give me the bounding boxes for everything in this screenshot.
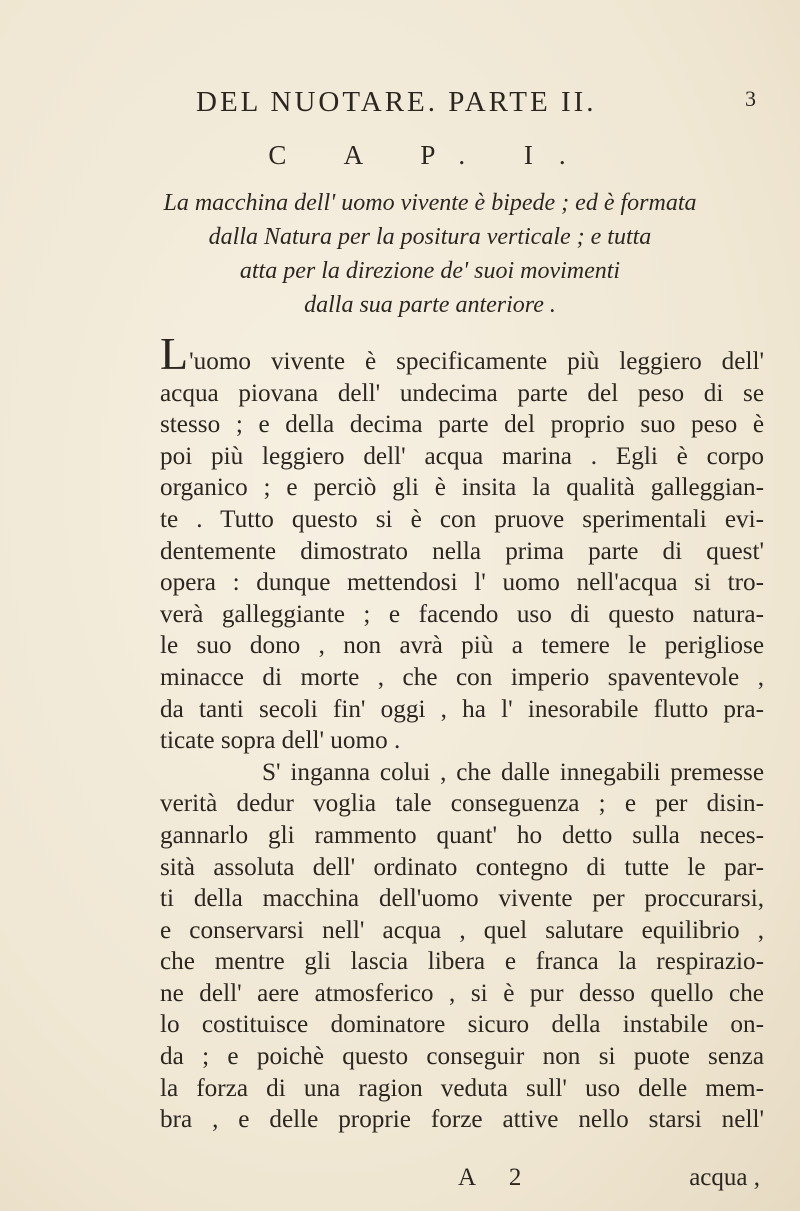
body-line-text: 'uomo vivente è specificamente più leggiero dell' bbox=[189, 348, 764, 375]
body-line: sità assoluta dell' ordinato contegno di tutte le par- bbox=[160, 853, 764, 881]
body-line: ticate sopra dell' uomo . bbox=[160, 727, 401, 755]
running-title: DEL NUOTARE. PARTE II. bbox=[196, 86, 597, 118]
body-line: poi più leggiero dell' acqua marina . Egli è corpo bbox=[160, 442, 764, 470]
body-line-paragraph-start: S' inganna colui , che dalle innegabili premesse bbox=[262, 758, 764, 786]
signature-mark: A 2 bbox=[458, 1164, 536, 1191]
body-line-first bbox=[160, 328, 764, 379]
body-line: ti della macchina dell'uomo vivente per proccurarsi, bbox=[160, 885, 764, 913]
body-line: ne dell' aere atmosferico , si è pur desso quello che bbox=[160, 979, 764, 1007]
body-line: dentemente dimostrato nella prima parte di quest' bbox=[160, 537, 764, 565]
body-line: acqua piovana dell' undecima parte del peso di se bbox=[160, 379, 764, 407]
body-line: e conservarsi nell' acqua , quel salutare equilibrio , bbox=[160, 916, 764, 944]
summary-line: dalla sua parte anteriore . bbox=[304, 292, 556, 318]
catchword: acqua , bbox=[689, 1164, 760, 1191]
page-number: 3 bbox=[745, 86, 756, 111]
body-line: bra , e delle proprie forze attive nello starsi nell' bbox=[160, 1106, 764, 1134]
body-line: lo costituisce dominatore sicuro della instabile on- bbox=[160, 1011, 764, 1039]
body-line: da ; e poichè questo conseguir non si puote senza bbox=[160, 1043, 764, 1071]
body-line: le suo dono , non avrà più a temere le perigliose bbox=[160, 632, 764, 660]
body-line: la forza di una ragion veduta sull' uso delle mem- bbox=[160, 1074, 764, 1102]
summary-line: La macchina dell' uomo vivente è bipede ; ed è formata bbox=[163, 190, 697, 216]
body-line: verà galleggiante ; e facendo uso di questo natura- bbox=[160, 600, 764, 628]
body-line: gannarlo gli rammento quant' ho detto sulla neces- bbox=[160, 821, 764, 849]
drop-cap: L bbox=[160, 328, 189, 379]
chapter-summary bbox=[150, 186, 710, 322]
body-line: da tanti secoli fin' oggi , ha l' inesorabile flutto pra- bbox=[160, 695, 764, 723]
body-line: minacce di morte , che con imperio spaventevole , bbox=[160, 663, 764, 691]
page-footer bbox=[160, 1164, 760, 1198]
summary-line: atta per la direzione de' suoi movimenti bbox=[239, 258, 621, 284]
body-line: organico ; e perciò gli è insita la qualità galleggian- bbox=[160, 474, 764, 502]
body-line: verità dedur voglia tale conseguenza ; e per disin- bbox=[160, 790, 764, 818]
body-line: opera : dunque mettendosi l' uomo nell'acqua si tro- bbox=[160, 569, 764, 597]
running-head bbox=[196, 86, 756, 126]
summary-line: dalla Natura per la positura verticale ; e tutta bbox=[208, 224, 652, 250]
body-line: stesso ; e della decima parte del proprio suo peso è bbox=[160, 411, 764, 439]
chapter-heading: C A P. I. bbox=[268, 140, 592, 170]
body-text bbox=[160, 328, 764, 1136]
body-line: te . Tutto questo si è con pruove sperimentali evi- bbox=[160, 505, 764, 533]
body-line: che mentre gli lascia libera e franca la respirazio- bbox=[160, 948, 764, 976]
